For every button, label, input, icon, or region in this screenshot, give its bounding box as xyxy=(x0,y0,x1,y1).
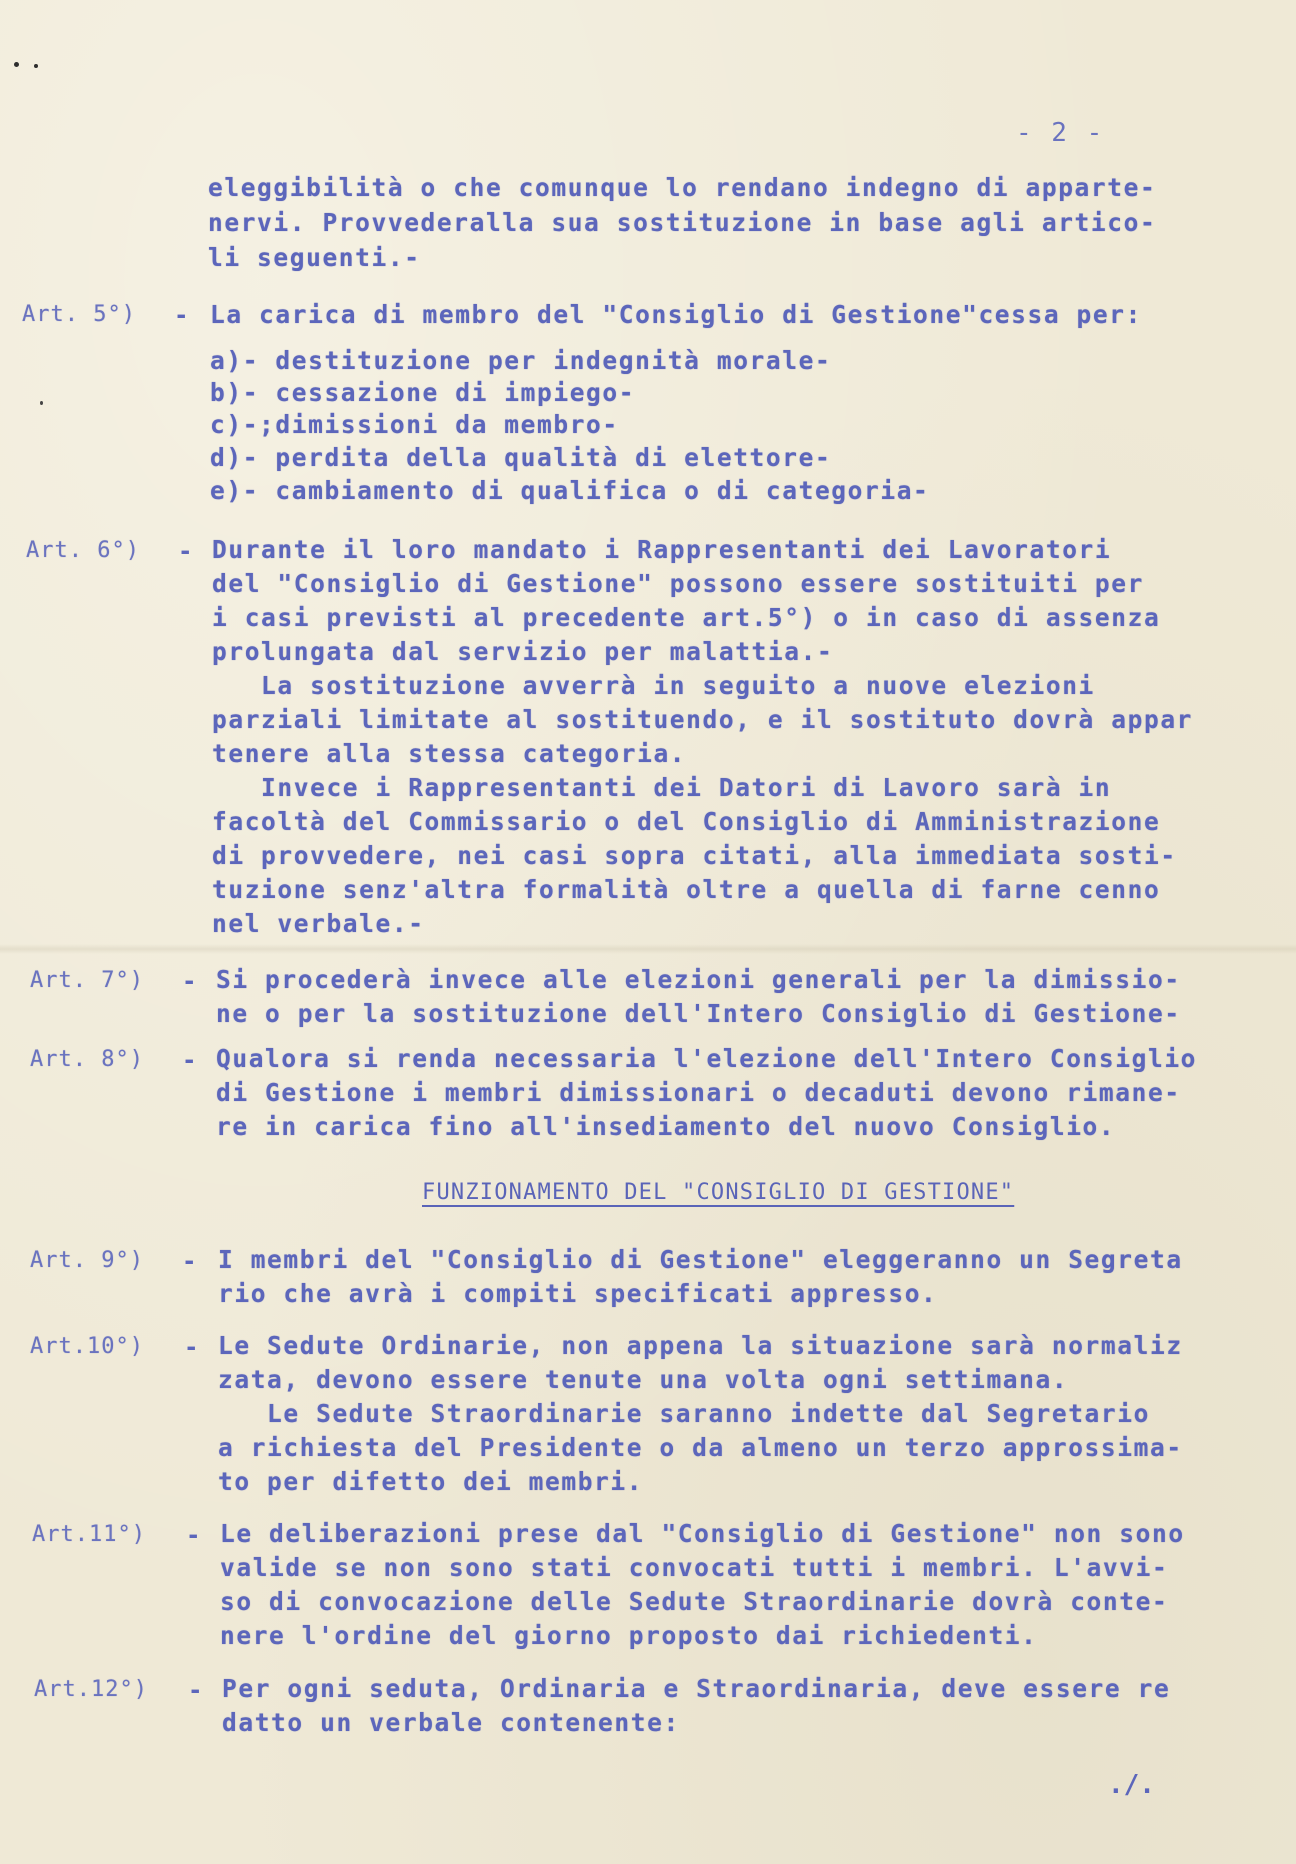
article-line: I membri del "Consiglio di Gestione" eleggeranno un Segreta xyxy=(218,1245,1183,1274)
article-line: di provvedere, nei casi sopra citati, alla immediata sosti- xyxy=(212,841,1177,870)
article-line: Per ogni seduta, Ordinaria e Straordinaria, deve essere re xyxy=(222,1674,1171,1703)
article-line: Qualora si renda necessaria l'elezione dell'Intero Consiglio xyxy=(216,1044,1198,1073)
article-line: tenere alla stessa categoria. xyxy=(212,739,687,768)
article-line: La carica di membro del "Consiglio di Gestione"cessa per: xyxy=(210,300,1142,329)
intro-line: li seguenti.- xyxy=(208,243,421,272)
article-line: ne o per la sostituzione dell'Intero Consiglio di Gestione- xyxy=(216,999,1181,1028)
list-item: e)- cambiamento di qualifica o di categoria- xyxy=(210,476,930,505)
article-line: del "Consiglio di Gestione" possono essere sostituiti per xyxy=(212,569,1144,598)
article-line: parziali limitate al sostituendo, e il sostituto dovrà appar xyxy=(212,705,1194,734)
article-line: a richiesta del Presidente o da almeno un terzo approssima- xyxy=(218,1433,1183,1462)
list-item: c)-;dimissioni da membro- xyxy=(210,410,619,439)
article-line: Le Sedute Straordinarie saranno indette dal Segretario xyxy=(218,1399,1150,1428)
article-line: Durante il loro mandato i Rappresentanti dei Lavoratori xyxy=(212,535,1112,564)
ink-speck xyxy=(14,62,19,67)
article-ref: Art.12°) xyxy=(34,1677,148,1702)
article-line: re in carica fino all'insediamento del nuovo Consiglio. xyxy=(216,1112,1116,1141)
article-line: valide se non sono stati convocati tutti i membri. L'avvi- xyxy=(220,1553,1169,1582)
article-line: La sostituzione avverrà in seguito a nuove elezioni xyxy=(212,671,1095,700)
ink-speck xyxy=(40,401,43,405)
article-ref: Art. 7°) xyxy=(30,968,144,993)
article-ref: Art. 5°) xyxy=(22,302,136,327)
article-dash: - xyxy=(184,1333,199,1361)
article-line: to per difetto dei membri. xyxy=(218,1467,644,1496)
article-line: nel verbale.- xyxy=(212,909,425,938)
article-line: i casi previsti al precedente art.5°) o in caso di assenza xyxy=(212,603,1161,632)
list-item: a)- destituzione per indegnità morale- xyxy=(210,346,832,375)
paper-fold xyxy=(0,944,1296,954)
article-ref: Art.10°) xyxy=(30,1334,144,1359)
article-line: Le Sedute Ordinarie, non appena la situazione sarà normaliz xyxy=(218,1331,1183,1360)
article-dash: - xyxy=(174,301,189,329)
article-dash: - xyxy=(186,1521,201,1549)
article-dash: - xyxy=(182,1046,197,1074)
section-heading: FUNZIONAMENTO DEL "CONSIGLIO DI GESTIONE" xyxy=(422,1180,1015,1205)
article-dash: - xyxy=(188,1676,203,1704)
page-number: - 2 - xyxy=(1016,118,1105,148)
article-line: tuzione senz'altra formalità oltre a quella di farne cenno xyxy=(212,875,1161,904)
intro-line: eleggibilità o che comunque lo rendano indegno di apparte- xyxy=(208,173,1157,202)
article-line: rio che avrà i compiti specificati appresso. xyxy=(218,1279,938,1308)
article-line: nere l'ordine del giorno proposto dai richiedenti. xyxy=(220,1621,1038,1650)
article-ref: Art. 9°) xyxy=(30,1248,144,1273)
article-dash: - xyxy=(182,967,197,995)
article-ref: Art. 6°) xyxy=(26,538,140,563)
article-line: Le deliberazioni prese dal "Consiglio di Gestione" non sono xyxy=(220,1519,1185,1548)
article-ref: Art.11°) xyxy=(32,1522,146,1547)
ink-speck xyxy=(34,64,38,68)
article-dash: - xyxy=(178,537,193,565)
article-line: datto un verbale contenente: xyxy=(222,1708,680,1737)
article-line: Invece i Rappresentanti dei Datori di Lavoro sarà in xyxy=(212,773,1112,802)
article-line: di Gestione i membri dimissionari o decaduti devono rimane- xyxy=(216,1078,1181,1107)
article-dash: - xyxy=(182,1247,197,1275)
article-line: so di convocazione delle Sedute Straordinarie dovrà conte- xyxy=(220,1587,1169,1616)
article-line: Si procederà invece alle elezioni generali per la dimissio- xyxy=(216,965,1181,994)
intro-line: nervi. Provvederalla sua sostituzione in base agli artico- xyxy=(208,208,1157,237)
article-line: zata, devono essere tenute una volta ogni settimana. xyxy=(218,1365,1069,1394)
continuation-mark: ./. xyxy=(1108,1770,1155,1800)
article-ref: Art. 8°) xyxy=(30,1047,144,1072)
list-item: d)- perdita della qualità di elettore- xyxy=(210,443,832,472)
article-line: facoltà del Commissario o del Consiglio di Amministrazione xyxy=(212,807,1161,836)
article-line: prolungata dal servizio per malattia.- xyxy=(212,637,834,666)
list-item: b)- cessazione di impiego- xyxy=(210,378,636,407)
